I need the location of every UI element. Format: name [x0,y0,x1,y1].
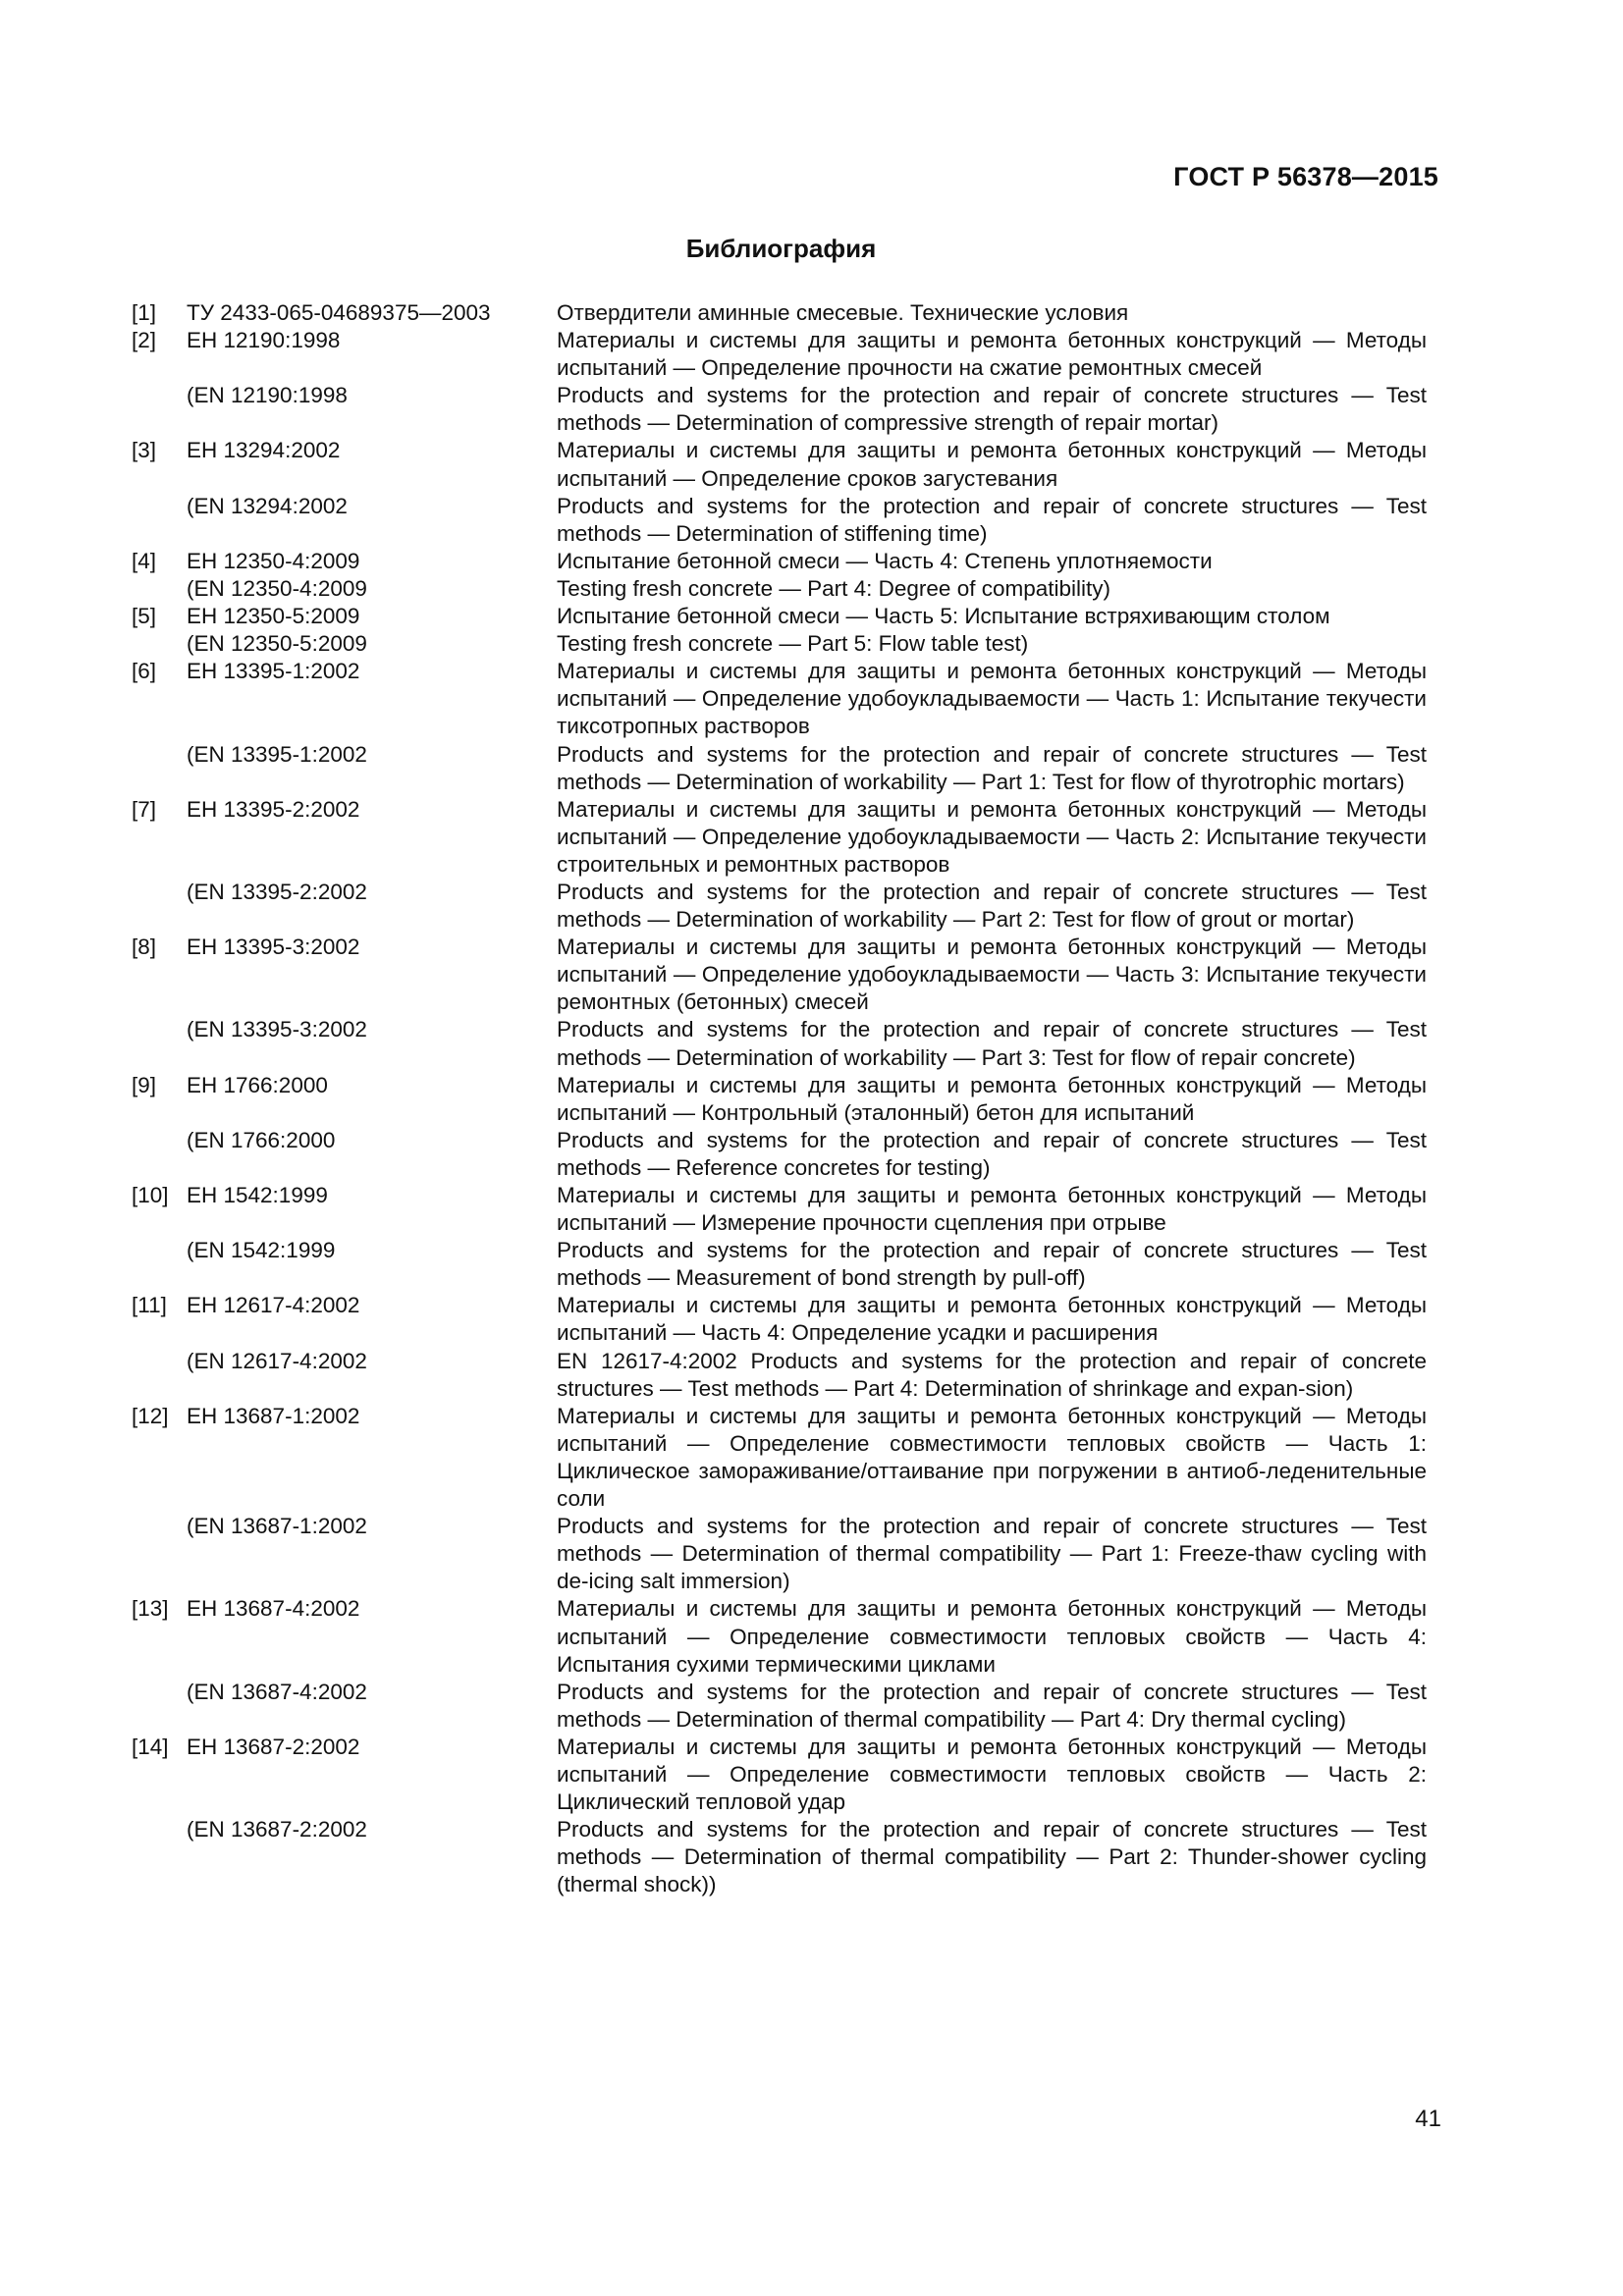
bibliography-entry [132,382,1428,437]
bibliography-entry [132,1595,1428,1678]
bibliography-list [132,299,1428,1898]
bibliography-entry [132,741,1428,796]
reference-code: (EN 12617-4:2002 [187,1348,367,1373]
reference-code: ЕН 13687-4:2002 [187,1596,360,1622]
reference-title: Испытание бетонной смеси — Часть 5: Испытание встряхивающим столом [557,604,1330,629]
reference-code: (EN 13687-2:2002 [187,1817,367,1842]
reference-code: (EN 12190:1998 [187,383,348,408]
reference-number: [14] [132,1734,169,1759]
reference-code: (EN 13395-1:2002 [187,741,367,767]
reference-title: Products and systems for the protection and repair of concrete structures — Test methods — Determination of thermal compatibility — Part 4: Dry thermal cycling) [557,1679,1427,1732]
bibliography-entry [132,1237,1428,1292]
bibliography-entry [132,548,1428,575]
bibliography-entry [132,1072,1428,1127]
reference-title: Testing fresh concrete — Part 4: Degree of compatibility) [557,575,1110,601]
reference-title: Материалы и системы для защиты и ремонта бетонных конструкций — Методы испытаний — Определение удобоукладываемости — Часть 2: Испытание текучести строительных и ремонтных растворов [557,796,1427,877]
reference-code: (EN 13687-1:2002 [187,1514,367,1539]
reference-number: [6] [132,659,157,684]
reference-code: ЕН 13395-2:2002 [187,796,360,822]
reference-number: [2] [132,328,157,353]
bibliography-entry [132,1513,1428,1595]
section-title: Библиография [685,234,877,263]
bibliography-entry [132,1734,1428,1816]
reference-title: Материалы и системы для защиты и ремонта бетонных конструкций — Методы испытаний — Контрольный (эталонный) бетон для испытаний [557,1072,1427,1125]
page-number: 41 [1415,2106,1441,2132]
reference-number: [1] [132,300,157,325]
reference-number: [4] [132,548,157,573]
bibliography-entry [132,603,1428,630]
reference-code: (EN 12350-4:2009 [187,575,367,601]
reference-title: Products and systems for the protection and repair of concrete structures — Test methods — Measurement of bond strength by pull-off) [557,1238,1427,1291]
reference-code: (EN 13294:2002 [187,493,348,518]
reference-title: Products and systems for the protection and repair of concrete structures — Test methods — Reference concretes for testing) [557,1127,1427,1180]
reference-code: ЕН 1766:2000 [187,1072,328,1097]
document-code: ГОСТ Р 56378—2015 [1173,162,1438,191]
reference-code: ЕН 13687-1:2002 [187,1403,360,1428]
bibliography-entry [132,658,1428,740]
bibliography-entry [132,1127,1428,1182]
reference-number: [3] [132,438,157,463]
reference-number: [8] [132,934,157,960]
reference-code: ЕН 13294:2002 [187,438,341,463]
reference-title: EN 12617-4:2002 Products and systems for the protection and repair of concrete structures — Test methods — Part 4: Determination of shrinkage and expan-sion) [557,1348,1427,1401]
reference-title: Products and systems for the protection and repair of concrete structures — Test methods — Determination of thermal compatibility — Part 1: Freeze-thaw cycling with de-icing salt immersion) [557,1514,1427,1594]
bibliography-entry [132,437,1428,492]
reference-code: ЕН 13687-2:2002 [187,1734,360,1759]
reference-title: Материалы и системы для защиты и ремонта бетонных конструкций — Методы испытаний — Определение совместимости тепловых свойств — Часть 2: Циклический тепловой удар [557,1734,1427,1815]
reference-code: ЕН 12190:1998 [187,328,341,353]
bibliography-entry [132,1348,1428,1403]
reference-code: (EN 12350-5:2009 [187,631,367,657]
bibliography-entry [132,1816,1428,1898]
reference-number: [11] [132,1293,167,1318]
bibliography-entry [132,1292,1428,1347]
reference-title: Products and systems for the protection and repair of concrete structures — Test methods — Determination of compressive strength of repair mortar) [557,383,1427,436]
reference-code: ЕН 13395-1:2002 [187,659,360,684]
reference-title: Products and systems for the protection and repair of concrete structures — Test methods — Determination of workability — Part 2: Test for flow of grout or mortar) [557,879,1427,933]
reference-code: (EN 13395-2:2002 [187,879,367,904]
reference-code: ЕН 12617-4:2002 [187,1293,360,1318]
reference-code: (EN 13687-4:2002 [187,1679,367,1704]
reference-code: ТУ 2433-065-04689375—2003 [187,300,491,325]
reference-number: [9] [132,1072,157,1097]
bibliography-entry [132,630,1428,658]
reference-code: ЕН 13395-3:2002 [187,934,360,960]
reference-code: ЕН 12350-5:2009 [187,604,360,629]
reference-title: Материалы и системы для защиты и ремонта бетонных конструкций — Методы испытаний — Определение совместимости тепловых свойств — Часть 4: Испытания сухими термическими циклами [557,1596,1427,1677]
reference-code: ЕН 12350-4:2009 [187,548,360,573]
reference-number: [10] [132,1183,169,1207]
reference-title: Products and systems for the protection and repair of concrete structures — Test methods — Determination of workability — Part 3: Test for flow of repair concrete) [557,1017,1427,1070]
reference-number: [7] [132,796,157,822]
reference-code: (EN 1542:1999 [187,1238,336,1263]
bibliography-entry [132,299,1428,327]
reference-title: Материалы и системы для защиты и ремонта бетонных конструкций — Методы испытаний — Определение удобоукладываемости — Часть 3: Испытание текучести ремонтных (бетонных) смесей [557,934,1427,1015]
reference-title: Products and systems for the protection and repair of concrete structures — Test methods — Determination of workability — Part 1: Test for flow of thyrotrophic mortars) [557,741,1427,794]
reference-number: [12] [132,1403,169,1428]
reference-code: ЕН 1542:1999 [187,1183,328,1207]
reference-number: [5] [132,604,157,629]
bibliography-entry [132,493,1428,548]
bibliography-entry [132,1016,1428,1071]
bibliography-entry [132,879,1428,934]
reference-code: (EN 13395-3:2002 [187,1017,367,1042]
bibliography-entry [132,934,1428,1016]
reference-title: Материалы и системы для защиты и ремонта бетонных конструкций — Методы испытаний — Часть 4: Определение усадки и расширения [557,1293,1427,1346]
bibliography-entry [132,327,1428,382]
reference-title: Материалы и системы для защиты и ремонта бетонных конструкций — Методы испытаний — Определение сроков загустевания [557,438,1427,491]
bibliography-entry [132,796,1428,879]
reference-title: Testing fresh concrete — Part 5: Flow table test) [557,631,1029,657]
reference-code: (EN 1766:2000 [187,1127,336,1152]
bibliography-entry [132,575,1428,603]
reference-title: Испытание бетонной смеси — Часть 4: Степень уплотняемости [557,548,1213,573]
reference-title: Products and systems for the protection and repair of concrete structures — Test methods — Determination of thermal compatibility — Part 2: Thunder-shower cycling (thermal shock)) [557,1817,1427,1897]
reference-title: Материалы и системы для защиты и ремонта бетонных конструкций — Методы испытаний — Определение прочности на сжатие ремонтных смесей [557,328,1427,381]
reference-title: Отвердители аминные смесевые. Технические условия [557,300,1129,325]
reference-title: Материалы и системы для защиты и ремонта бетонных конструкций — Методы испытаний — Определение совместимости тепловых свойств — Часть 1: Циклическое замораживание/оттаивание при погружении в антиоб-леденительные соли [557,1403,1427,1512]
bibliography-entry [132,1679,1428,1734]
reference-number: [13] [132,1596,169,1622]
bibliography-entry [132,1403,1428,1513]
reference-title: Products and systems for the protection and repair of concrete structures — Test methods — Determination of stiffening time) [557,493,1427,546]
bibliography-entry [132,1182,1428,1237]
reference-title: Материалы и системы для защиты и ремонта бетонных конструкций — Методы испытаний — Измерение прочности сцепления при отрыве [557,1183,1427,1236]
reference-title: Материалы и системы для защиты и ремонта бетонных конструкций — Методы испытаний — Определение удобоукладываемости — Часть 1: Испытание текучести тиксотропных растворов [557,659,1427,739]
